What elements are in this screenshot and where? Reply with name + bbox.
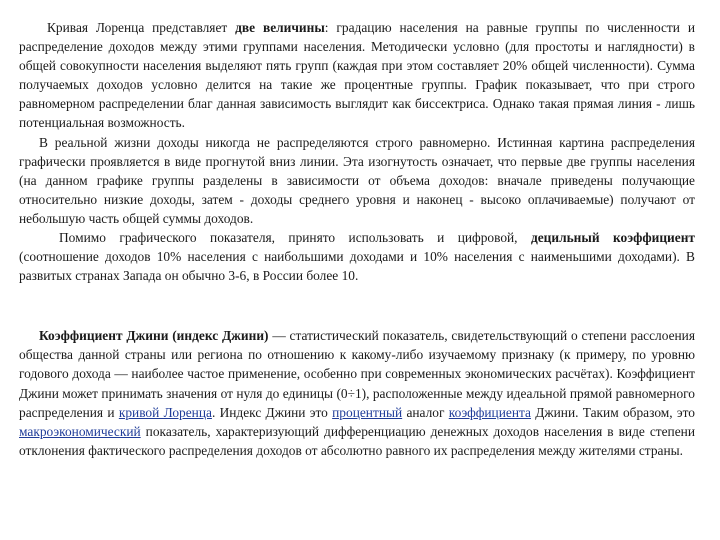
link-percent[interactable]: процентный	[332, 404, 403, 420]
paragraph-lorenz-intro	[19, 18, 695, 133]
text-run: показатель, характеризующий дифференциацию денежных доходов населения в виде степени отклонения фактического распределения доходов от абсолютно равного их распределения между жителями страны.	[19, 424, 695, 459]
link-macroeconomic[interactable]: макроэкономический	[19, 424, 141, 440]
gini-coefficient-text	[19, 326, 695, 460]
text-run: . Индекс Джини это	[211, 404, 333, 420]
text-run: : градацию населения на равные группы по численности и распределение доходов между этими группами населения. Методически условно (для простоты и наглядности) в общей совокупности населения выделяют пять групп (каждая при этом составляет 20% общей численности). Сумма получаемых доходов условно делится на такие же процентные группы. График показывает, что при строго равномерном распределении благ данная зависимость выглядит как биссектриса. Однако такая прямая линия - лишь потенциальная возможность.	[19, 20, 695, 131]
text-run: Джини. Таким образом, это	[530, 404, 696, 420]
paragraph-gini	[19, 326, 695, 460]
paragraph-real-income: В реальной жизни доходы никогда не распределяются строго равномерно. Истинная картина распределения графически проявляется в виде прогнутой вниз линии. Эта изогнутость означает, что первые две группы населения (на данном графике группы разделены в зависимости от объема доходов: вначале приведены получающие относительно низкие доходы, затем - доходы среднего уровня и наконец - высоко оплачиваемые) получают от небольшую часть общей суммы доходов.	[19, 134, 695, 226]
text-run: (соотношение доходов 10% населения с наибольшими доходами и 10% населения с наименьшими доходами). В развитых странах Запада он обычно 3-6, в России более 10.	[19, 249, 695, 284]
text-run: Помимо графического показателя, принято использовать и цифровой,	[59, 230, 531, 246]
paragraph-decile-coefficient	[19, 228, 695, 285]
bold-term-two-values: две величины	[235, 20, 325, 35]
bold-term-gini: Коэффициент Джини (индекс Джини)	[39, 328, 269, 343]
bold-term-decile-coefficient: децильный коэффициент	[530, 230, 695, 246]
text-run: аналог	[402, 404, 449, 420]
text-run: — статистический показатель, свидетельствующий о степени расслоения общества данной страны или региона по отношению к какому-либо изучаемому признаку (к примеру, по уровню годового дохода — наиболее частое применение, особенно при современных экономических расчётах). Коэффициент Джини может принимать значения от нуля до единицы (0÷1), расположенные между идеальной прямой равномерного распределения и	[19, 328, 696, 420]
lorenz-curve-text	[19, 18, 695, 285]
link-lorenz-curve[interactable]: кривой Лоренца	[118, 404, 212, 420]
text-run: Кривая Лоренца представляет	[47, 20, 236, 35]
link-coefficient[interactable]: коэффициента	[448, 404, 531, 420]
